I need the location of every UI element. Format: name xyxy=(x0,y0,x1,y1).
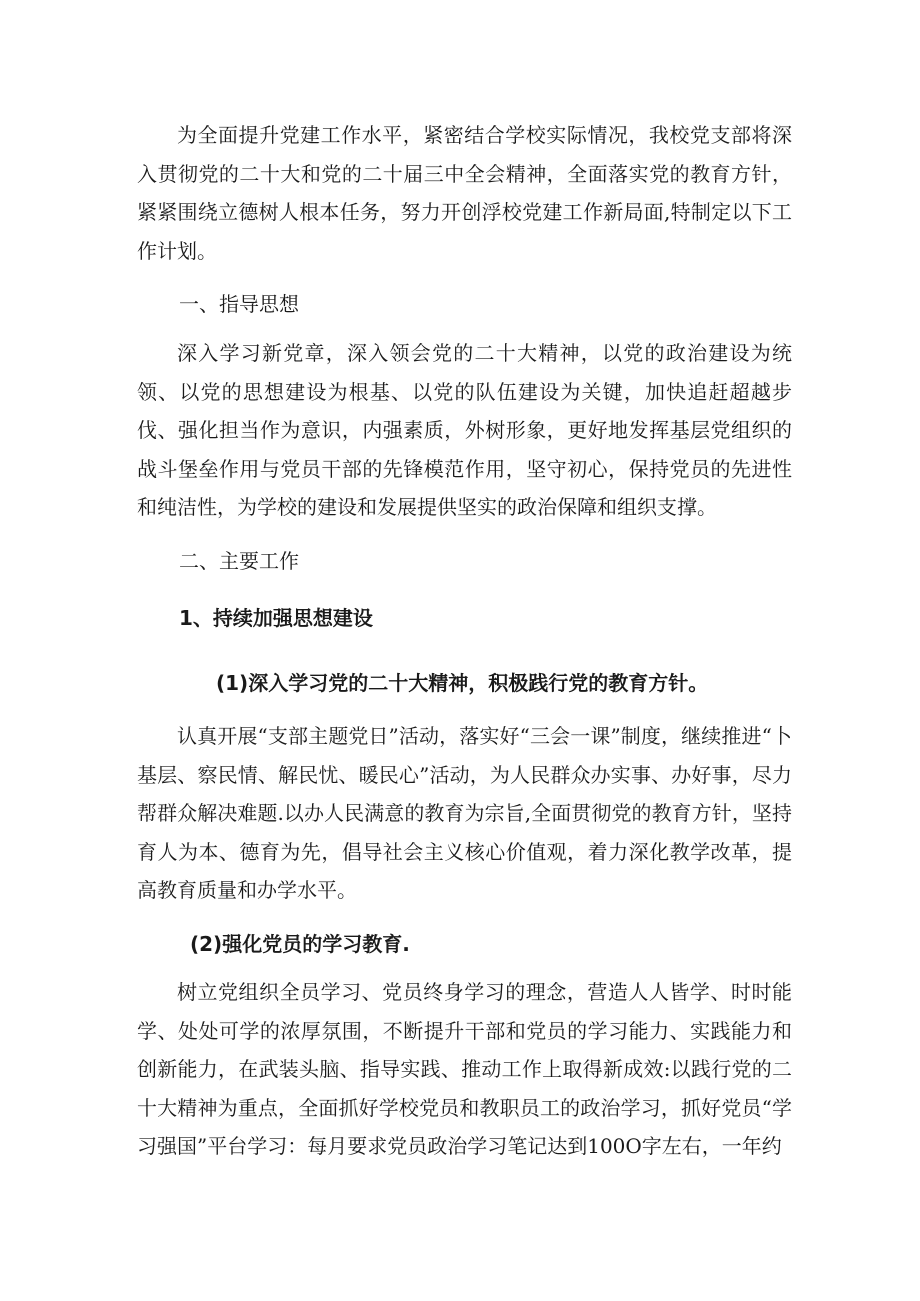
section-heading-main-work: 二、主要工作 xyxy=(179,549,299,573)
study-spirit-paragraph: 认真开展“支部主题党日”活动，落实好“三会一课”制度，继续推进“卜基层、察民情、解民忧、暖民心”活动，为人民群众办实事、办好事，尽力帮群众解决难题.以办人民满意的教育为宗旨,全面贯彻党的教育方针，坚持育人为本、德育为先，倡导社会主义核心价值观，着力深化教学改革，提高教育质量和办学水平。 xyxy=(137,724,792,902)
item-heading-study-spirit: (1)深入学习党的二十大精神，积极践行党的教育方针。 xyxy=(216,671,709,695)
guiding-ideology-paragraph: 深入学习新党章，深入领会党的二十大精神，以党的政治建设为统领、以党的思想建设为根基、以党的队伍建设为关键，加快追赶超越步伐、强化担当作为意识，内强素质，外树形象，更好地发挥基层党组织的战斗堡垒作用与党员干部的先锋模范作用，坚守初心，保持党员的先进性和纯洁性，为学校的建设和发展提供坚实的政治保障和组织支撑。 xyxy=(137,341,792,519)
intro-paragraph: 为全面提升党建工作水平，紧密结合学校实际情况，我校党支部将深入贯彻党的二十大和党的二十届三中全会精神，全面落实党的教育方针，紧紧围绕立德树人根本任务，努力开创浮校党建工作新局面,特制定以下工作计划。 xyxy=(137,123,792,263)
member-education-paragraph: 树立党组织全员学习、党员终身学习的理念，营造人人皆学、时时能学、处处可学的浓厚氛围，不断提升干部和党员的学习能力、实践能力和创新能力，在武装头脑、指导实践、推动工作上取得新成效:以践行党的二十大精神为重点，全面抓好学校党员和教职员工的政治学习，抓好党员“学习强国”平台学习：每月要求党员政治学习笔记达到100O字左右，一年约 xyxy=(137,980,792,1158)
subsection-heading-ideological-building: 1、持续加强思想建设 xyxy=(179,606,373,630)
item-heading-member-education: (2)强化党员的学习教育. xyxy=(190,932,410,956)
section-heading-guiding-ideology: 一、指导思想 xyxy=(179,292,299,316)
